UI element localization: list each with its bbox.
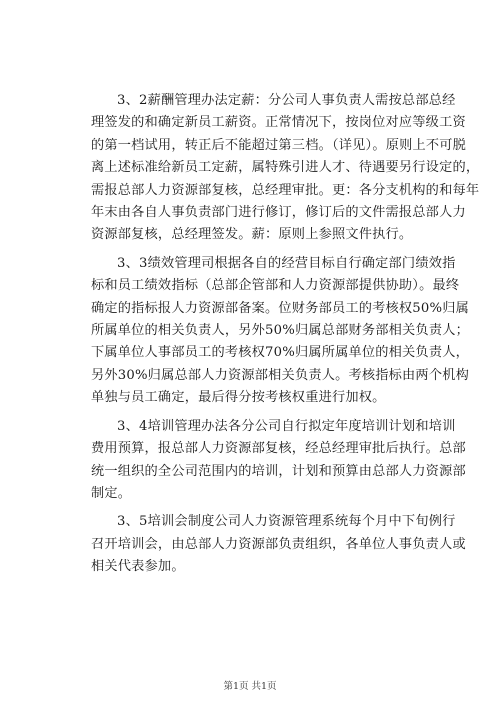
text-line: 3、3绩效管理司根据各自的经营目标自行确定部门绩效指 xyxy=(117,255,456,271)
page-number-footer: 第1页 共1页 xyxy=(223,681,277,692)
text-line: 3、5培训会制度公司人力资源管理系统每个月中下旬例行 xyxy=(117,514,456,530)
text-line: 3、4培训管理办法各分公司自行拟定年度培训计划和培训 xyxy=(117,418,456,434)
text-line: 需报总部人力资源部复核，总经理审批。更：各分支机构的和每年 xyxy=(91,182,480,198)
text-line: 单独与员工确定，最后得分按考核权重进行加权。 xyxy=(91,390,386,406)
document-body xyxy=(91,90,480,585)
text-line: 下属单位人事部员工的考核权70%归属所属单位的相关负责人， xyxy=(91,345,469,361)
paragraph-training-management xyxy=(91,416,466,506)
text-line: 统一组织的全公司范围内的培训，计划和预算由总部人力资源部 xyxy=(91,463,466,479)
text-line: 的第一档试用，转正后不能超过第三档。（详见）。原则上不可脱 xyxy=(91,137,467,153)
text-line: 理签发的和确定新员工薪资。正常情况下，按岗位对应等级工资 xyxy=(91,115,466,131)
text-line: 3、2薪酬管理办法定薪：分公司人事负责人需按总部总经 xyxy=(117,93,456,108)
text-line: 召开培训会，由总部人力资源部负责组织，各单位人事负责人或 xyxy=(91,536,466,552)
paragraph-performance-management xyxy=(91,253,469,410)
text-line: 离上述标准给新员工定薪，属特殊引进人才、待遇要另行设定的， xyxy=(91,160,480,176)
text-line: 制定。 xyxy=(91,485,132,501)
text-line: 所属单位的相关负责人，另外50%归属总部财务部相关负责人； xyxy=(91,323,469,339)
paragraph-salary-management xyxy=(91,90,480,247)
text-line: 费用预算，报总部人力资源部复核，经总经理审批后执行。总部 xyxy=(91,441,466,457)
paragraph-training-meeting xyxy=(91,511,466,578)
text-line: 另外30%归属总部人力资源部相关负责人。考核指标由两个机构 xyxy=(91,367,469,383)
text-line: 年末由各自人事负责部门进行修订，修订后的文件需报总部人力 xyxy=(91,205,466,221)
text-line: 相关代表参加。 xyxy=(91,559,185,575)
text-line: 资源部复核，总经理签发。薪：原则上参照文件执行。 xyxy=(91,227,413,243)
text-line: 确定的指标报人力资源部备案。位财务部员工的考核权50%归属 xyxy=(91,300,469,316)
text-line: 标和员工绩效指标（总部企管部和人力资源部提供协助）。最终 xyxy=(91,278,460,294)
